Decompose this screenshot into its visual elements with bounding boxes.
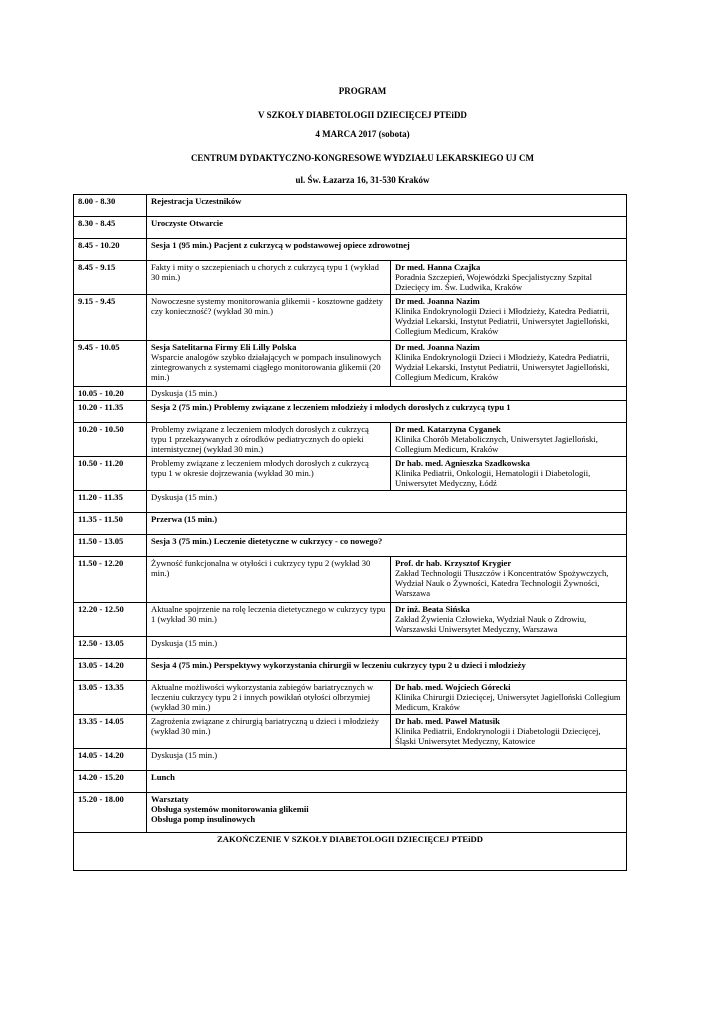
lecture-topic: Aktualne możliwości wykorzystania zabiegów bariatrycznych w leczeniu cukrzycy typu 2 i innych powikłań otyłości olbrzymiej (wykład 30 min.) bbox=[147, 681, 391, 715]
time-cell: 11.35 - 11.50 bbox=[74, 513, 147, 535]
speaker-cell bbox=[391, 341, 627, 387]
lecture-topic: Nowoczesne systemy monitorowania glikemii - kosztowne gadżety czy konieczność? (wykład 30 min.) bbox=[147, 295, 391, 341]
table-row bbox=[74, 535, 627, 557]
table-row bbox=[74, 603, 627, 637]
time-cell: 8.45 - 9.15 bbox=[74, 261, 147, 295]
speaker-name: Prof. dr hab. Krzysztof Krygier bbox=[395, 558, 512, 568]
time-cell: 12.20 - 12.50 bbox=[74, 603, 147, 637]
discussion-cell: Dyskusja (15 min.) bbox=[147, 637, 627, 659]
table-row bbox=[74, 749, 627, 771]
table-row bbox=[74, 833, 627, 871]
speaker-name: Dr med. Hanna Czajka bbox=[395, 262, 481, 272]
lecture-topic: Problemy związane z leczeniem młodych dorosłych z cukrzycą typu 1 w okresie dojrzewania (wykład 30 min.) bbox=[147, 457, 391, 491]
table-row bbox=[74, 423, 627, 457]
speaker-cell bbox=[391, 603, 627, 637]
lecture-topic: Zagrożenia związane z chirurgią bariatryczną u dzieci i młodzieży (wykład 30 min.) bbox=[147, 715, 391, 749]
table-row bbox=[74, 793, 627, 833]
speaker-affiliation: Zakład Żywienia Człowieka, Wydział Nauk o Zdrowiu, Warszawski Uniwersytet Medyczny, Warszawa bbox=[395, 614, 587, 634]
speaker-name: Dr hab. med. Wojciech Górecki bbox=[395, 682, 511, 692]
time-cell: 14.20 - 15.20 bbox=[74, 771, 147, 793]
speaker-affiliation: Klinika Endokrynologii Dzieci i Młodzieży, Katedra Pediatrii, Wydział Lekarski, Instytut Pediatrii, Uniwersytet Jagielloński, Collegium Medicum, Kraków bbox=[395, 306, 610, 336]
session-title: Sesja 3 (75 min.) Leczenie dietetyczne w cukrzycy - co nowego? bbox=[147, 535, 627, 557]
lecture-topic: Problemy związane z leczeniem młodych dorosłych z cukrzycą typu 1 przekazywanych z ośrodków pediatrycznych do opieki internistycznej (wykład 30 min.) bbox=[147, 423, 391, 457]
speaker-cell bbox=[391, 261, 627, 295]
time-cell: 13.35 - 14.05 bbox=[74, 715, 147, 749]
discussion-cell: Dyskusja (15 min.) bbox=[147, 749, 627, 771]
workshop-item: Obsługa systemów monitorowania glikemii bbox=[151, 804, 309, 814]
table-row bbox=[74, 659, 627, 681]
time-cell: 12.50 - 13.05 bbox=[74, 637, 147, 659]
break-cell: Przerwa (15 min.) bbox=[147, 513, 627, 535]
speaker-name: Dr hab. med. Paweł Matusik bbox=[395, 716, 500, 726]
school-title: V SZKOŁY DIABETOLOGII DZIECIĘCEJ PTEiDD bbox=[258, 110, 467, 120]
lunch-cell: Lunch bbox=[147, 771, 627, 793]
time-cell: 8.30 - 8.45 bbox=[74, 217, 147, 239]
satellite-session-topic: Wsparcie analogów szybko działających w pompach insulinowych zintegrowanych z systemami ciągłego monitorowania glikemii (20 min.) bbox=[151, 352, 382, 382]
discussion-cell: Dyskusja (15 min.) bbox=[147, 387, 627, 401]
speaker-name: Dr hab. med. Agnieszka Szadkowska bbox=[395, 458, 530, 468]
speaker-cell bbox=[391, 681, 627, 715]
speaker-cell bbox=[391, 295, 627, 341]
time-cell: 11.50 - 12.20 bbox=[74, 557, 147, 603]
lecture-topic: Aktualne spojrzenie na rolę leczenia dietetycznego w cukrzycy typu 1 (wykład 30 min.) bbox=[147, 603, 391, 637]
time-cell: 8.45 - 10.20 bbox=[74, 239, 147, 261]
speaker-cell bbox=[391, 715, 627, 749]
speaker-name: Dr inż. Beata Sińska bbox=[395, 604, 470, 614]
satellite-session-title: Sesja Satelitarna Firmy Eli Lilly Polska bbox=[151, 342, 297, 352]
speaker-affiliation: Klinika Pediatrii, Onkologii, Hematologii i Diabetologii, Uniwersytet Medyczny, Łódź bbox=[395, 468, 591, 488]
agenda-title: Uroczyste Otwarcie bbox=[147, 217, 627, 239]
time-cell: 9.45 - 10.05 bbox=[74, 341, 147, 387]
time-cell: 10.50 - 11.20 bbox=[74, 457, 147, 491]
session-title: Sesja 4 (75 min.) Perspektywy wykorzystania chirurgii w leczeniu cukrzycy typu 2 u dzieci i młodzieży bbox=[147, 659, 627, 681]
time-cell: 11.50 - 13.05 bbox=[74, 535, 147, 557]
speaker-affiliation: Poradnia Szczepień, Wojewódzki Specjalistyczny Szpital Dziecięcy im. Św. Ludwika, Kraków bbox=[395, 272, 592, 292]
workshop-item: Obsługa pomp insulinowych bbox=[151, 814, 256, 824]
venue-name: CENTRUM DYDAKTYCZNO-KONGRESOWE WYDZIAŁU LEKARSKIEGO UJ CM bbox=[190, 153, 535, 163]
lecture-topic: Żywność funkcjonalna w otyłości i cukrzycy typu 2 (wykład 30 min.) bbox=[147, 557, 391, 603]
table-row bbox=[74, 637, 627, 659]
time-cell: 10.05 - 10.20 bbox=[74, 387, 147, 401]
table-row bbox=[74, 715, 627, 749]
discussion-cell: Dyskusja (15 min.) bbox=[147, 491, 627, 513]
speaker-name: Dr med. Joanna Nazim bbox=[395, 296, 480, 306]
time-cell: 13.05 - 13.35 bbox=[74, 681, 147, 715]
speaker-cell bbox=[391, 557, 627, 603]
speaker-name: Dr med. Katarzyna Cyganek bbox=[395, 424, 501, 434]
table-row bbox=[74, 491, 627, 513]
venue-address: ul. Św. Łazarza 16, 31-530 Kraków bbox=[295, 175, 430, 185]
table-row bbox=[74, 401, 627, 423]
speaker-affiliation: Klinika Chorób Metabolicznych, Uniwersytet Jagielloński, Collegium Medicum, Kraków bbox=[395, 434, 598, 454]
table-row bbox=[74, 681, 627, 715]
table-row bbox=[74, 217, 627, 239]
table-row bbox=[74, 195, 627, 217]
speaker-cell bbox=[391, 423, 627, 457]
time-cell: 13.05 - 14.20 bbox=[74, 659, 147, 681]
workshop-cell bbox=[147, 793, 627, 833]
table-row bbox=[74, 557, 627, 603]
agenda-title: Rejestracja Uczestników bbox=[147, 195, 627, 217]
table-row bbox=[74, 239, 627, 261]
table-row bbox=[74, 261, 627, 295]
session-title: Sesja 1 (95 min.) Pacjent z cukrzycą w podstawowej opiece zdrowotnej bbox=[147, 239, 627, 261]
time-cell: 15.20 - 18.00 bbox=[74, 793, 147, 833]
session-title: Sesja 2 (75 min.) Problemy związane z leczeniem młodzieży i młodych dorosłych z cukrzycą typu 1 bbox=[147, 401, 627, 423]
table-row bbox=[74, 771, 627, 793]
time-cell: 10.20 - 10.50 bbox=[74, 423, 147, 457]
speaker-affiliation: Klinika Pediatrii, Endokrynologii i Diabetologii Dziecięcej, Śląski Uniwersytet Medyczny, Katowice bbox=[395, 726, 601, 746]
time-cell: 9.15 - 9.45 bbox=[74, 295, 147, 341]
table-row bbox=[74, 387, 627, 401]
table-row bbox=[74, 457, 627, 491]
time-cell: 14.05 - 14.20 bbox=[74, 749, 147, 771]
speaker-cell bbox=[391, 457, 627, 491]
speaker-affiliation: Klinika Chirurgii Dziecięcej, Uniwersytet Jagielloński Collegium Medicum, Kraków bbox=[395, 692, 621, 712]
time-cell: 11.20 - 11.35 bbox=[74, 491, 147, 513]
program-title: PROGRAM bbox=[338, 86, 387, 96]
table-row bbox=[74, 341, 627, 387]
time-cell: 8.00 - 8.30 bbox=[74, 195, 147, 217]
speaker-affiliation: Zakład Technologii Tłuszczów i Koncentratów Spożywczych, Wydział Nauk o Żywności, Katedra Technologii Żywności, Warszawa bbox=[395, 568, 609, 598]
table-row bbox=[74, 513, 627, 535]
closing-cell: ZAKOŃCZENIE V SZKOŁY DIABETOLOGII DZIECIĘCEJ PTEiDD bbox=[74, 833, 627, 871]
event-date: 4 MARCA 2017 (sobota) bbox=[315, 129, 410, 139]
table-row bbox=[74, 295, 627, 341]
speaker-name: Dr med. Joanna Nazim bbox=[395, 342, 480, 352]
program-table bbox=[73, 194, 627, 871]
lecture-topic: Fakty i mity o szczepieniach u chorych z cukrzycą typu 1 (wykład 30 min.) bbox=[147, 261, 391, 295]
speaker-affiliation: Klinika Endokrynologii Dzieci i Młodzieży, Katedra Pediatrii, Wydział Lekarski, Instytut Pediatrii, Uniwersytet Jagielloński, Collegium Medicum, Kraków bbox=[395, 352, 610, 382]
workshop-title: Warsztaty bbox=[151, 794, 189, 804]
time-cell: 10.20 - 11.35 bbox=[74, 401, 147, 423]
lecture-topic bbox=[147, 341, 391, 387]
